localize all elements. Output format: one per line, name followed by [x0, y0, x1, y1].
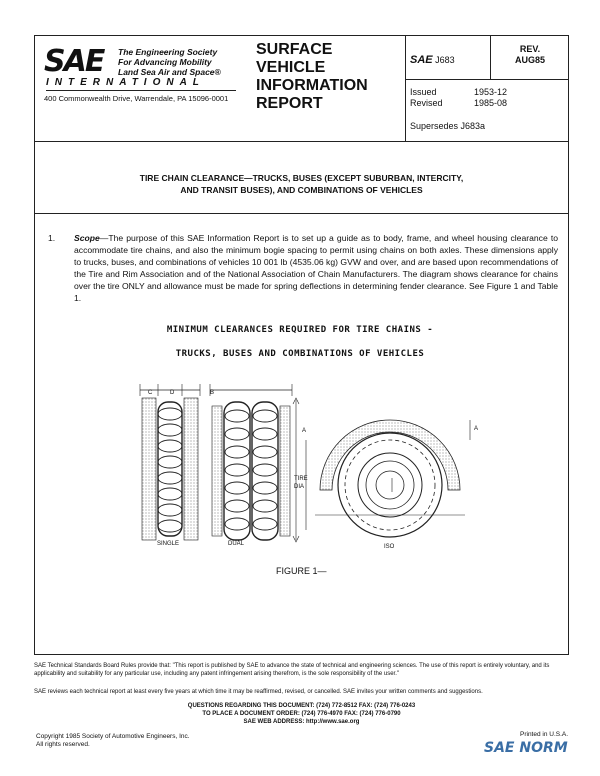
doc-number-value: J683: [435, 55, 455, 65]
issue-dates: [410, 87, 507, 109]
revised-label: Revised: [410, 98, 443, 108]
report-type-line: INFORMATION: [256, 77, 368, 94]
header-column-divider: [405, 35, 406, 141]
dim-a-label: A: [474, 426, 479, 432]
title-line: TIRE CHAIN CLEARANCE—TRUCKS, BUSES (EXCEPT SUBURBAN, INTERCITY,: [139, 173, 464, 183]
footer-disclaimer: SAE Technical Standards Board Rules provide that: "This report is published by SAE to advance the state of technical and engineering sciences. The use of this report is entirely voluntary, and its applicability and suitability for any particular use, including any patent infringement arising therefrom, is the sole responsibility of the user.": [34, 663, 550, 677]
report-type-line: VEHICLE: [256, 59, 326, 76]
figure-title-line1: MINIMUM CLEARANCES REQUIRED FOR TIRE CHAINS -: [166, 325, 434, 335]
report-type-line: SURFACE: [256, 41, 333, 58]
revised-value: 1985-08: [474, 98, 508, 108]
society-tagline: [118, 47, 221, 77]
international-wordmark: INTERNATIONAL: [46, 77, 205, 88]
side-view-label: ISO: [384, 544, 395, 550]
dim-b-label: B: [210, 390, 215, 396]
title-line: AND TRANSIT BUSES), AND COMBINATIONS OF VEHICLES: [180, 185, 423, 195]
dual-tire-drawing: [210, 384, 299, 542]
contact-orders: TO PLACE A DOCUMENT ORDER: (724) 776-4970 FAX: (724) 776-0790: [202, 711, 401, 717]
dual-label: DUAL: [228, 541, 245, 547]
address: 400 Commonwealth Drive, Warrendale, PA 15096-0001: [44, 94, 229, 103]
society-line: For Advancing Mobility: [118, 57, 212, 67]
contact-questions: QUESTIONS REGARDING THIS DOCUMENT: (724) 772-8512 FAX: (724) 776-0243: [187, 703, 416, 709]
section-heading: Scope: [74, 233, 100, 243]
footer-review-note: SAE reviews each technical report at least every five years at which time it may be reaffirmed, revised, or cancelled. SAE invites your written comments and suggestions.: [34, 689, 483, 695]
rev-column-divider: [490, 35, 491, 79]
dim-a-label-2: A: [302, 428, 307, 434]
figure-title-line2: TRUCKS, BUSES AND COMBINATIONS OF VEHICLES: [175, 349, 425, 359]
report-type-line: REPORT: [256, 95, 323, 112]
dim-c-label: C: [148, 390, 153, 396]
report-type: [256, 41, 368, 113]
single-label: SINGLE: [157, 541, 180, 547]
header-divider: [34, 141, 569, 142]
rev-value: AUG85: [514, 55, 545, 65]
tire-label: TIRE: [294, 476, 308, 482]
rev-label: REV.: [519, 44, 541, 54]
copyright: [36, 733, 190, 749]
dia-label: DIA: [294, 484, 305, 490]
contact-web: SAE WEB ADDRESS: http://www.sae.org: [243, 719, 360, 725]
section-text: —The purpose of this SAE Information Report is to set up a guide as to body, frame, and wheel housing clearance to accommodate tire chains, and also the minimum bogie spacing to permit using chains on both axles. These dimensions apply to trucks, buses, and combinations of vehicles 10 001 lb (4535.06 kg) GVW and over, and are based upon recommendations of the Tire and Rim Association and of the National Association of Chain Manufacturers. The diagram shows clearance for chains over the tire ONLY and allowance must be made for spring deflections in determining fender clearance. See Figure 1 and Table 1.: [74, 233, 558, 303]
society-line: The Engineering Society: [118, 47, 218, 57]
section-number: 1.: [48, 233, 56, 243]
scope-section: [48, 232, 558, 304]
issued-value: 1953-12: [474, 87, 508, 97]
doc-number-divider: [405, 79, 569, 80]
revision-box: [495, 44, 565, 66]
wordmark-underline: [46, 90, 236, 91]
tire-chain-diagram: [130, 380, 510, 560]
printed-in: Printed in U.S.A.: [520, 731, 569, 738]
single-tire-drawing: [140, 384, 200, 540]
figure-caption: FIGURE 1—: [276, 566, 327, 576]
side-view-drawing: [306, 420, 470, 537]
title-divider: [34, 213, 569, 214]
doc-sae-logo: SAE: [410, 54, 433, 66]
sae-logo: SAE: [44, 44, 104, 79]
document-number: [410, 54, 455, 66]
society-line: Land Sea Air and Space®: [118, 67, 221, 77]
footer-contacts: [34, 702, 569, 726]
sae-norm-logo: SAE NORM: [484, 740, 568, 756]
page-frame: [34, 35, 569, 655]
dim-d-label: D: [170, 390, 175, 396]
issued-label: Issued: [410, 87, 437, 97]
copyright-line: All rights reserved.: [36, 741, 90, 748]
copyright-line: Copyright 1985 Society of Automotive Engineers, Inc.: [36, 733, 190, 740]
supersedes: Supersedes J683a: [410, 121, 486, 131]
document-title: [60, 172, 543, 196]
